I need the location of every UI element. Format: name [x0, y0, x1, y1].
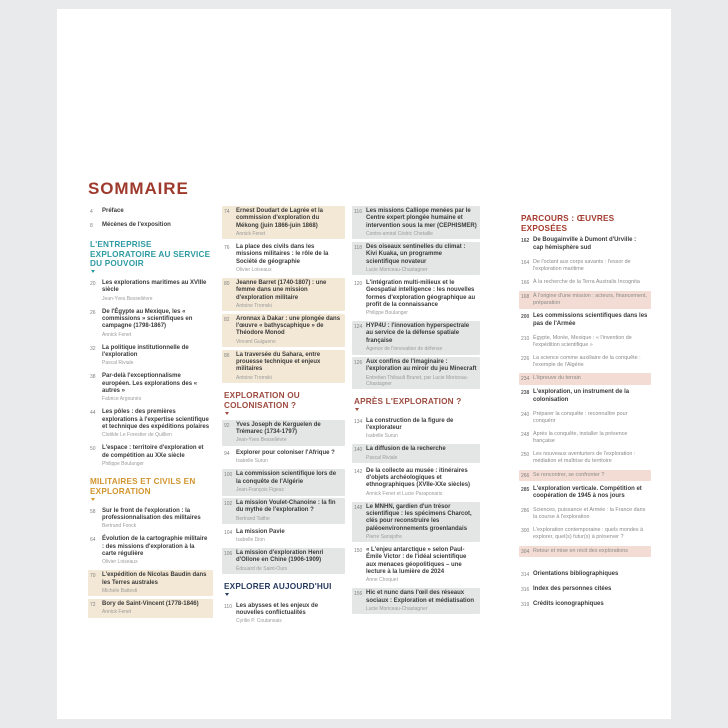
toc-entry: [519, 484, 651, 503]
entry-title: Mécènes de l'exposition: [102, 222, 171, 229]
toc-entry: [88, 206, 213, 218]
entry-page-number: 116: [354, 209, 362, 215]
entry-title: Par-delà l'exceptionnalisme européen. Les explorations des « autres »: [102, 373, 198, 394]
entry-page-number: 124: [354, 324, 363, 331]
section-marker-triangle-icon: [91, 270, 95, 273]
entry-author: Isabelle Surun: [366, 433, 398, 440]
entry-title: Préparer la conquête : reconnaître pour conquérir: [533, 410, 628, 424]
entry-title: La traversée du Sahara, entre prouesse technique et enjeux militaires: [236, 351, 321, 373]
toc-column-1: [88, 206, 213, 620]
entry-author: Lucie Moriceau-Chastagner: [366, 266, 428, 273]
entry-title: Ernest Doudart de Lagrée et la commission d'exploration du Mékong (juin 1866-juin 1868): [236, 208, 324, 229]
entry-page-number: 168: [521, 294, 530, 301]
toc-entry: [352, 206, 480, 239]
entry-page-number: 20: [90, 281, 96, 288]
entry-author: Philippe Boulanger: [366, 310, 408, 317]
entry-page-number: 285: [521, 486, 530, 493]
section-marker-triangle-icon: [355, 408, 359, 411]
toc-entry: [519, 584, 651, 596]
entry-author: Agence de l'innovation de défense: [366, 346, 443, 353]
entry-title: Se rencontrer, se confronter ?: [533, 471, 605, 478]
entry-page-number: 162: [521, 238, 530, 245]
entry-author: Michèle Battesti: [102, 587, 138, 594]
entry-title: La mission Voulet-Chanoine : la fin du mythe de l'exploration ?: [236, 500, 336, 514]
toc-entry: [352, 242, 480, 275]
toc-entry: [222, 350, 345, 383]
entry-page-number: 44: [90, 410, 96, 417]
toc-entry: [519, 277, 651, 289]
entry-page-number: 286: [521, 508, 530, 515]
entry-title: De l'Égypte au Mexique, les « commissions » scientifiques en campagne (1798-1867): [102, 308, 193, 330]
entry-author: Anne Choquet: [366, 577, 398, 584]
toc-entry: [222, 469, 345, 495]
toc-entry: [519, 599, 651, 611]
toc-entry: [352, 416, 480, 442]
entry-title: Retour et mise en récit des explorations: [533, 547, 628, 554]
entry-page-number: 8: [90, 223, 93, 230]
toc-entry: [352, 502, 480, 543]
entry-page-number: 32: [90, 345, 96, 352]
entry-title: À la recherche de la Terra Australis Incognita: [533, 279, 640, 286]
entry-author: Jean-Yves Besselièvre: [102, 295, 153, 302]
entry-title: Crédits iconographiques: [533, 600, 604, 607]
entry-author: Contre-amiral Cédric Chetaille: [366, 230, 433, 237]
entry-title: L'espace : territoire d'exploration et de compétition au XXe siècle: [102, 445, 204, 459]
entry-title: Les pôles : des premières explorations à l'expertise scientifique et technique des expéditions polaires: [102, 409, 210, 430]
entry-title: De l'octant aux corps savants : l'essor de l'exploration maritime: [533, 258, 631, 272]
entry-title: Les commissions scientifiques dans les pas de l'Armée: [533, 313, 648, 327]
entry-page-number: 76: [224, 244, 230, 251]
entry-author: Isabelle Dion: [236, 537, 265, 544]
entry-title: La place des civils dans les missions militaires : le rôle de la Société de géographie: [236, 243, 329, 265]
entry-page-number: 70: [90, 573, 96, 580]
entry-author: Philippe Boulanger: [102, 460, 144, 467]
toc-entry: [88, 307, 213, 340]
entry-page-number: 120: [354, 280, 363, 287]
entry-author: Annick Fenet: [236, 230, 266, 237]
toc-entry: [352, 278, 480, 319]
entry-title: La commission scientifique lors de la conquête de l'Algérie: [236, 471, 337, 485]
catalog-page: [57, 9, 671, 719]
toc-entry: [519, 291, 651, 309]
toc-entry: [519, 449, 651, 467]
toc-entry: [222, 527, 345, 546]
toc-entry: [222, 420, 345, 446]
entry-title: Sur le front de l'exploration : la professionnalisation des militaires: [102, 507, 201, 521]
entry-author: Clotilde Le Forestier de Quillien: [102, 432, 172, 439]
entry-title: Les explorations maritimes au XVIIIe siècle: [102, 280, 207, 294]
entry-title: Les abysses et les enjeux de nouvelles conflictualités: [236, 602, 319, 617]
entry-page-number: 64: [90, 537, 96, 544]
entry-page-number: 226: [521, 356, 530, 363]
entry-title: Explorer pour coloniser l'Afrique ?: [236, 450, 335, 457]
entry-page-number: 314: [521, 572, 530, 579]
entry-title: Aronnax à Dakar : une plongée dans l'œuvre « bathyscaphique » de Théodore Monod: [236, 315, 341, 337]
entry-author: Antoine Tromski: [236, 374, 272, 381]
entry-title: HYP4U : l'innovation hyperspectrale au service de la défense spatiale française: [366, 323, 470, 344]
entry-title: Évolution de la cartographie militaire : des missions d'exploration à la carte régulière: [102, 536, 208, 557]
toc-entry: [88, 371, 213, 404]
entry-author: Cyrille P. Coutansais: [236, 618, 282, 625]
entry-page-number: 148: [354, 504, 363, 511]
toc-entry: [519, 525, 651, 543]
entry-page-number: 234: [521, 376, 530, 383]
entry-page-number: 248: [521, 432, 530, 439]
entry-title: La mission Pavie: [236, 528, 285, 535]
toc-entry: [222, 601, 345, 627]
entry-title: Yves Joseph de Kerguelen de Trémarec (1734-1797): [236, 421, 321, 435]
entry-title: Hic et nunc dans l'œil des réseaux sociaux : Exploration et médiatisation: [366, 590, 475, 604]
entry-title: Orientations bibliographiques: [533, 571, 619, 578]
entry-title: Index des personnes citées: [533, 585, 612, 592]
toc-entry: [519, 429, 651, 447]
toc-entry: [88, 343, 213, 369]
entry-page-number: 82: [224, 316, 230, 323]
toc-entry: [222, 448, 345, 467]
toc-entry: [519, 387, 651, 406]
toc-entry: [88, 534, 213, 567]
entry-page-number: 4: [90, 209, 93, 215]
entry-author: Lucie Moriceau-Chastagner: [366, 605, 428, 612]
entry-title: Jeanne Barret (1740-1807) : une femme dans une mission d'exploration militaire: [236, 279, 327, 301]
section-header: PARCOURS : ŒUVRES EXPOSÉES: [521, 214, 615, 233]
entry-page-number: 238: [521, 390, 530, 397]
entry-page-number: 102: [224, 501, 233, 508]
toc-entry: [352, 321, 480, 354]
entry-page-number: 304: [521, 548, 530, 555]
toc-entry: [519, 569, 651, 581]
entry-title: Sciences, puissance et Armée : la France dans la course à l'exploration: [533, 507, 646, 520]
page-title: SOMMAIRE: [88, 179, 189, 198]
entry-author: Pierre Sansjofre: [366, 533, 402, 540]
toc-entry: [352, 545, 480, 586]
entry-page-number: 210: [521, 335, 530, 342]
entry-author: Bertrand Fonck: [102, 523, 137, 530]
entry-title: Les missions Calliope menées par le Centre expert plongée humaine et intervention sous la mer (CEPHISMER): [366, 208, 477, 229]
entry-page-number: 156: [354, 591, 363, 598]
entry-title: La construction de la figure de l'explorateur: [366, 417, 454, 432]
toc-entry: [222, 548, 345, 574]
entry-page-number: 166: [521, 280, 530, 287]
entry-author: Pascal Riviale: [366, 454, 398, 461]
entry-author: Olivier Loiseaux: [236, 266, 272, 273]
entry-page-number: 38: [90, 374, 96, 381]
entry-page-number: 140: [354, 447, 363, 454]
toc-entry: [222, 242, 345, 275]
entry-page-number: 72: [90, 601, 96, 608]
entry-title: À l'origine d'une mission : acteurs, financement, préparation: [533, 293, 647, 306]
entry-author: Bertrand Taithe: [236, 515, 270, 522]
entry-page-number: 319: [521, 601, 530, 608]
section-header: APRÈS L'EXPLORATION ?: [354, 397, 462, 407]
toc-entry: [222, 498, 345, 524]
entry-title: L'exploration, un instrument de la colonisation: [533, 389, 630, 403]
entry-title: La science comme auxiliaire de la conquête : l'exemple de l'Algérie: [533, 355, 641, 368]
section-marker-triangle-icon: [91, 498, 95, 501]
entry-title: De la collecte au musée : itinéraires d'objets archéologiques et ethnographiques (XVIIe-XXe siècles): [366, 467, 471, 489]
toc-entry: [222, 314, 345, 347]
toc-entry: [88, 599, 213, 618]
entry-page-number: 50: [90, 446, 96, 453]
entry-title: « L'enjeu antarctique » selon Paul-Émile Victor : de l'idéal scientifique aux menaces géopolitiques – une lecture à la lumière de 2024: [366, 546, 467, 575]
entry-page-number: 80: [224, 280, 230, 287]
entry-title: De Bougainville à Dumont d'Urville : cap hémisphère sud: [533, 237, 637, 251]
entry-title: L'exploration contemporaine : quels mondes à explorer, quel(s) futur(s) à préserver ?: [533, 527, 644, 540]
entry-page-number: 86: [224, 352, 230, 359]
entry-page-number: 266: [521, 472, 530, 479]
entry-author: Annick Fenet et Lucie Paraponaris: [366, 490, 443, 497]
entry-author: Isabelle Surun: [236, 458, 268, 465]
toc-entry: [519, 409, 651, 427]
entry-page-number: 110: [224, 603, 232, 610]
section-header: EXPLORER AUJOURD'HUI: [224, 582, 332, 592]
entry-page-number: 316: [521, 586, 530, 593]
entry-page-number: 106: [224, 551, 233, 558]
section-header: EXPLORATION OU COLONISATION ?: [224, 391, 300, 410]
entry-title: Égypte, Morée, Mexique : « l'invention de l'expédition scientifique »: [533, 334, 632, 348]
entry-page-number: 142: [354, 468, 363, 475]
entry-title: La diffusion de la recherche: [366, 446, 446, 453]
entry-author: Olivier Loiseaux: [102, 559, 138, 566]
toc-entry: [88, 506, 213, 532]
entry-author: Vincent Guigueno: [236, 338, 276, 345]
entry-page-number: 240: [521, 411, 530, 418]
section-marker-triangle-icon: [225, 412, 229, 415]
toc-entry: [519, 546, 651, 558]
entry-author: Édouard de Saint-Ours: [236, 565, 288, 572]
section-header: MILITAIRES ET CIVILS EN EXPLORATION: [90, 477, 196, 496]
toc-entry: [352, 357, 480, 389]
toc-entry: [519, 373, 651, 385]
entry-page-number: 200: [521, 314, 530, 321]
entry-title: Après la conquête, installer la présence française: [533, 431, 628, 444]
entry-title: L'intégration multi-milieux et le Geospatial intelligence : les nouvelles formes d'exploration géographique au profit de la connaissance: [366, 279, 476, 308]
entry-page-number: 164: [521, 259, 530, 266]
entry-title: Préface: [102, 208, 124, 214]
toc-entry: [519, 470, 651, 482]
entry-page-number: 126: [354, 360, 363, 367]
entry-author: Entretien Thibault Brunet, par Lucie Moriceau-Chastagner: [366, 374, 469, 387]
toc-entry: [222, 206, 345, 239]
entry-author: Annick Fenet: [102, 609, 132, 616]
entry-title: Des oiseaux sentinelles du climat : Kivi Kuaka, un programme scientifique novateur: [366, 243, 466, 265]
entry-title: La mission d'exploration Henri d'Ollone en Chine (1906-1909): [236, 550, 324, 564]
entry-author: Annick Fenet: [102, 331, 132, 338]
entry-title: Le MNHN, gardien d'un trésor scientifique : les spécimens Charcot, clés pour reconstruire les paléoenvironnements groenlandais: [366, 503, 472, 532]
toc-column-4: [519, 206, 651, 613]
toc-entry: [352, 588, 480, 614]
toc-entry: [352, 444, 480, 463]
toc-entry: [222, 278, 345, 311]
entry-page-number: 104: [224, 529, 233, 536]
section-marker-triangle-icon: [225, 593, 229, 596]
entry-page-number: 92: [224, 422, 230, 429]
toc-entry: [519, 505, 651, 523]
entry-page-number: 58: [90, 508, 96, 515]
entry-page-number: 250: [521, 452, 530, 459]
entry-page-number: 74: [224, 209, 230, 215]
toc-entry: [352, 466, 480, 499]
entry-title: L'épreuve du terrain: [533, 375, 581, 382]
entry-author: Antoine Tromski: [236, 302, 272, 309]
toc-column-2: [222, 206, 345, 629]
section-header: L'ENTREPRISE EXPLORATOIRE AU SERVICE DU POUVOIR: [90, 240, 211, 269]
toc-column-3: [352, 206, 480, 617]
entry-author: Fabrice Argounès: [102, 396, 142, 403]
toc-entry: [88, 570, 213, 596]
toc-entry: [519, 257, 651, 275]
toc-entry: [519, 235, 651, 254]
toc-entry: [519, 333, 651, 351]
entry-title: Bory de Saint-Vincent (1778-1846): [102, 600, 199, 607]
entry-title: L'exploration verticale. Compétition et coopération de 1945 à nos jours: [533, 485, 642, 499]
entry-page-number: 134: [354, 418, 363, 425]
entry-page-number: 100: [224, 472, 233, 479]
toc-columns: [57, 206, 671, 625]
entry-author: Jean-Yves Besselièvre: [236, 437, 287, 444]
entry-title: L'expédition de Nicolas Baudin dans les Terres australes: [102, 572, 207, 586]
entry-page-number: 118: [354, 244, 362, 251]
entry-title: Aux confins de l'imaginaire : l'exploration au miroir du jeu Minecraft: [366, 359, 477, 373]
entry-author: Pascal Riviale: [102, 360, 134, 367]
toc-entry: [88, 443, 213, 469]
entry-page-number: 300: [521, 528, 530, 535]
entry-author: Jean-François Figeac: [236, 487, 285, 494]
entry-title: Les nouveaux aventuriers de l'exploration : médiation et maîtrise du territoire: [533, 451, 636, 464]
toc-entry: [88, 407, 213, 440]
toc-entry: [88, 278, 213, 304]
toc-entry: [88, 220, 213, 232]
toc-entry: [519, 353, 651, 371]
entry-page-number: 94: [224, 451, 230, 458]
entry-page-number: 26: [90, 309, 96, 316]
entry-title: La politique institutionnelle de l'exploration: [102, 344, 189, 359]
entry-page-number: 150: [354, 547, 363, 554]
toc-entry: [519, 311, 651, 330]
